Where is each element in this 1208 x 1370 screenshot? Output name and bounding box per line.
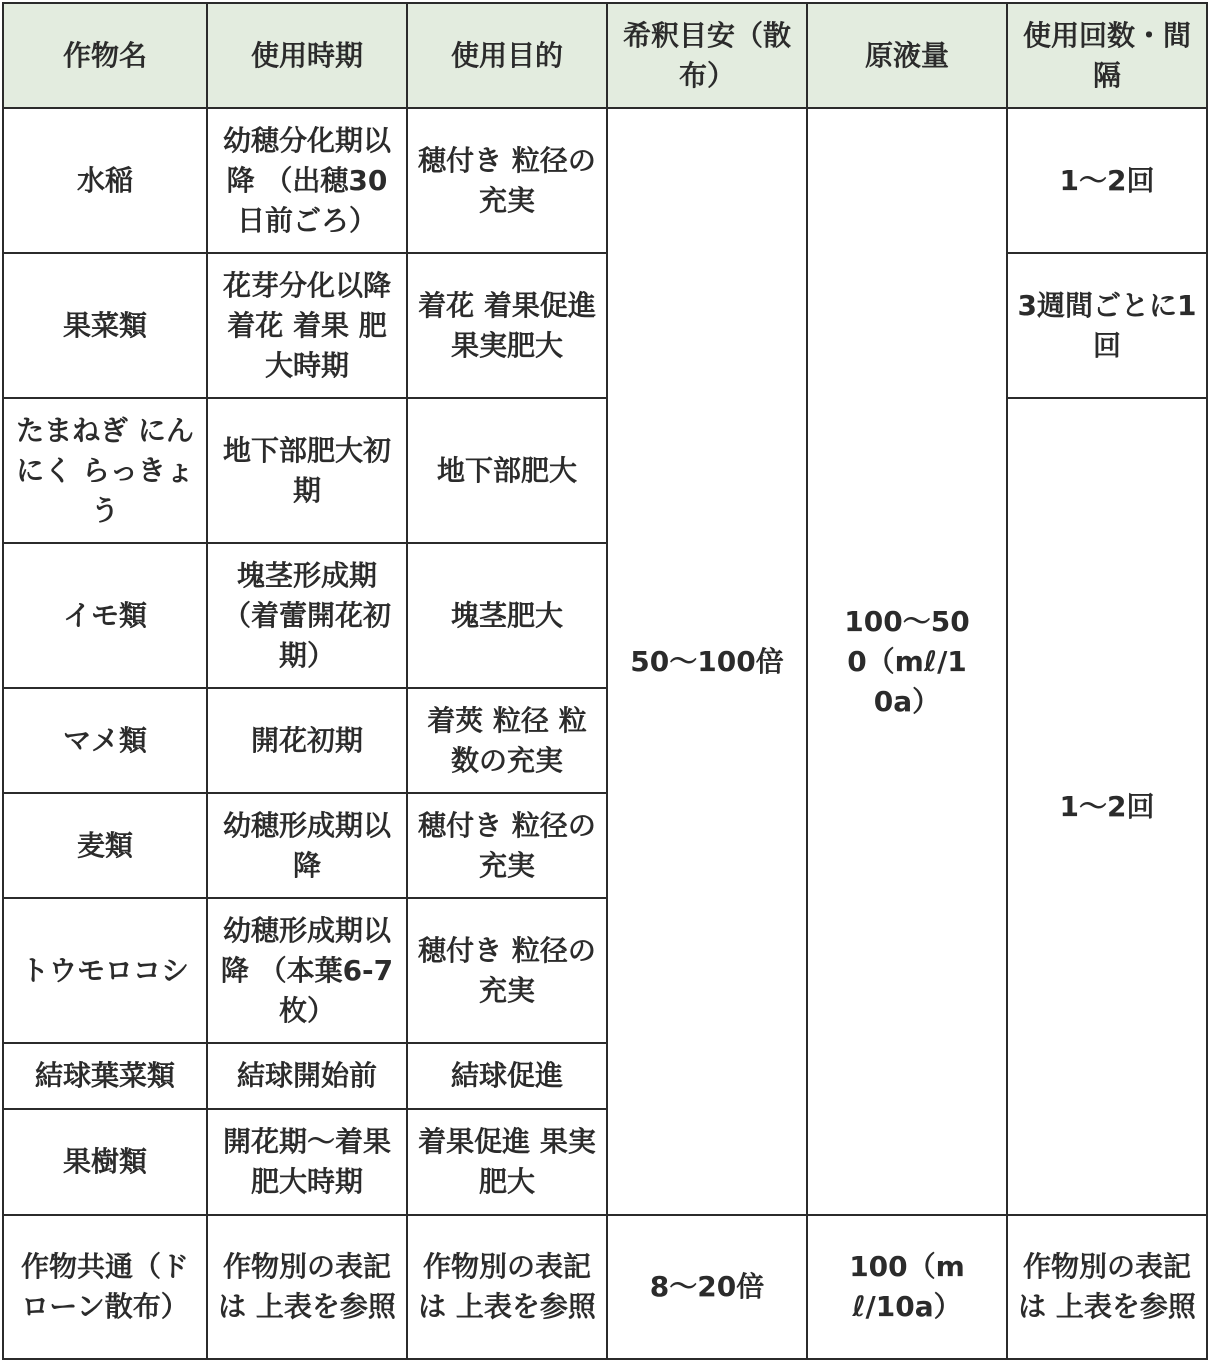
timing-cell: 作物別の表記は 上表を参照 bbox=[207, 1215, 407, 1359]
usage-table bbox=[2, 2, 1208, 1360]
header-purpose: 使用目的 bbox=[407, 3, 607, 108]
header-amount: 原液量 bbox=[807, 3, 1007, 108]
amount-cell: 100〜500（mℓ/10a） bbox=[807, 108, 1007, 1215]
purpose-cell: 塊茎肥大 bbox=[407, 543, 607, 688]
timing-cell: 塊茎形成期（着蕾開花初期） bbox=[207, 543, 407, 688]
crop-cell: マメ類 bbox=[3, 688, 207, 793]
timing-cell: 開花期〜着果肥大時期 bbox=[207, 1109, 407, 1215]
count-cell: 作物別の表記は 上表を参照 bbox=[1007, 1215, 1207, 1359]
table-row bbox=[3, 253, 1207, 398]
purpose-cell: 穂付き 粒径の充実 bbox=[407, 793, 607, 898]
header-timing: 使用時期 bbox=[207, 3, 407, 108]
crop-cell: たまねぎ にんにく らっきょう bbox=[3, 398, 207, 543]
timing-cell: 結球開始前 bbox=[207, 1043, 407, 1109]
header-crop: 作物名 bbox=[3, 3, 207, 108]
table-row bbox=[3, 108, 1207, 253]
header-count: 使用回数・間隔 bbox=[1007, 3, 1207, 108]
timing-cell: 幼穂分化期以降 （出穂30日前ごろ） bbox=[207, 108, 407, 253]
timing-cell: 地下部肥大初期 bbox=[207, 398, 407, 543]
purpose-cell: 作物別の表記は 上表を参照 bbox=[407, 1215, 607, 1359]
table-row-drone bbox=[3, 1215, 1207, 1359]
count-cell: 3週間ごとに1回 bbox=[1007, 253, 1207, 398]
purpose-cell: 着果促進 果実肥大 bbox=[407, 1109, 607, 1215]
header-dilution: 希釈目安（散布） bbox=[607, 3, 807, 108]
crop-cell: イモ類 bbox=[3, 543, 207, 688]
crop-cell: トウモロコシ bbox=[3, 898, 207, 1043]
timing-cell: 花芽分化以降 着花 着果 肥大時期 bbox=[207, 253, 407, 398]
purpose-cell: 穂付き 粒径の充実 bbox=[407, 898, 607, 1043]
timing-cell: 幼穂形成期以降 （本葉6-7枚） bbox=[207, 898, 407, 1043]
count-cell: 1〜2回 bbox=[1007, 398, 1207, 1215]
crop-cell: 水稲 bbox=[3, 108, 207, 253]
purpose-cell: 着莢 粒径 粒数の充実 bbox=[407, 688, 607, 793]
purpose-cell: 結球促進 bbox=[407, 1043, 607, 1109]
count-cell: 1〜2回 bbox=[1007, 108, 1207, 253]
crop-cell: 結球葉菜類 bbox=[3, 1043, 207, 1109]
purpose-cell: 穂付き 粒径の充実 bbox=[407, 108, 607, 253]
crop-cell: 果樹類 bbox=[3, 1109, 207, 1215]
timing-cell: 幼穂形成期以降 bbox=[207, 793, 407, 898]
amount-cell: 100（mℓ/10a） bbox=[807, 1215, 1007, 1359]
crop-cell: 作物共通（ドローン散布） bbox=[3, 1215, 207, 1359]
header-row bbox=[3, 3, 1207, 108]
dilution-cell: 50〜100倍 bbox=[607, 108, 807, 1215]
dilution-cell: 8〜20倍 bbox=[607, 1215, 807, 1359]
purpose-cell: 地下部肥大 bbox=[407, 398, 607, 543]
crop-cell: 麦類 bbox=[3, 793, 207, 898]
table-row bbox=[3, 398, 1207, 543]
crop-cell: 果菜類 bbox=[3, 253, 207, 398]
purpose-cell: 着花 着果促進 果実肥大 bbox=[407, 253, 607, 398]
timing-cell: 開花初期 bbox=[207, 688, 407, 793]
